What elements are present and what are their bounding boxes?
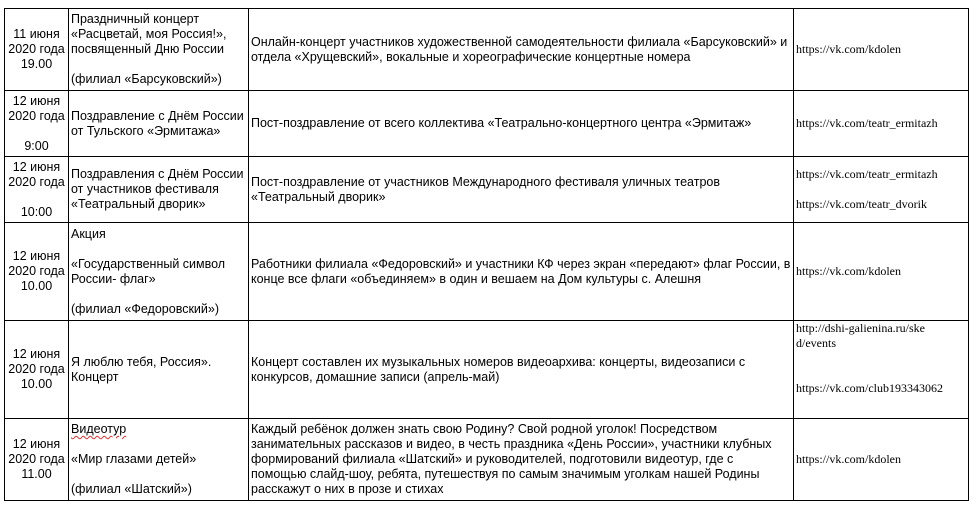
event-link[interactable]: https://vk.com/teatr_ermitazh [796,167,938,181]
description-cell [249,419,794,501]
event-title: «Мир глазами детей» [71,452,197,466]
title-cell [69,91,249,157]
events-table [4,8,969,501]
date-cell [5,223,69,321]
table-row [5,419,969,501]
title-cell [69,9,249,91]
description-cell [249,91,794,157]
date-cell [5,419,69,501]
title-cell [69,419,249,501]
event-date: 11 июня 2020 года [8,27,65,56]
event-link[interactable]: http://dshi-galienina.ru/sked/events [796,321,925,350]
event-description: Работники филиала «Федоровский» и участники КФ через экран «передают» флаг России, в конце все флаги «объединяем» в один и вешаем на Дом культуры с. Алешня [251,256,791,286]
link-cell [794,157,969,223]
table-row [5,321,969,419]
link-cell [794,223,969,321]
event-date: 12 июня 2020 года [8,437,65,466]
event-description: Пост-поздравление от всего коллектива «Театрально-концертного центра «Эрмитаж» [251,116,752,130]
event-time: 19.00 [20,57,53,71]
event-link[interactable]: https://vk.com/teatr_ermitazh [796,116,938,130]
event-date: 12 июня 2020 года [8,159,65,189]
event-time: 10.00 [20,377,53,391]
event-description: Онлайн-концерт участников художественной самодеятельности филиала «Барсуковский» и отдела «Хрущевский», вокальные и хореографические концертные номера [251,34,788,64]
event-time: 10:00 [20,204,53,219]
event-title: Акция [71,226,106,241]
event-title: Поздравление с Днём России от Тульского «Эрмитажа» [71,108,244,138]
link-cell [794,9,969,91]
event-description: Концерт составлен их музыкальных номеров видеоархива: концерты, видеозаписи с конкурсов, домашние записи (апрель-май) [251,354,746,384]
event-description: Каждый ребёнок должен знать свою Родину? Свой родной уголок! Посредством занимательных рассказов и видео, в честь праздника «День России», участники клубных формирований филиала «Шатский» и руководителей, подготовили видеотур, где с помощью слайд-шоу, ребята, путешествуя по самым значимым уголкам нашей Родины расскажут о них в прозе и стихах [251,422,772,496]
event-title: Праздничный концерт «Расцветай, моя Россия!», посвященный Дню России [71,12,227,56]
event-time: 9:00 [24,138,49,153]
event-title: Поздравления с Днём России от участников фестиваля «Театральный дворик» [71,167,244,211]
link-cell [794,419,969,501]
event-branch: (филиал «Шатский») [71,482,192,496]
description-cell [249,223,794,321]
date-cell [5,9,69,91]
title-cell [69,321,249,419]
event-branch: (филиал «Федоровский») [71,301,220,316]
description-cell [249,157,794,223]
event-link[interactable]: https://vk.com/kdolen [796,264,901,278]
event-branch: (филиал «Барсуковский») [71,72,222,86]
description-cell [249,9,794,91]
event-date: 12 июня 2020 года [8,347,65,376]
title-cell [69,223,249,321]
date-cell [5,321,69,419]
table-row [5,9,969,91]
date-cell [5,91,69,157]
link-cell [794,91,969,157]
description-cell [249,321,794,419]
event-date: 12 июня 2020 года [8,249,65,278]
title-cell [69,157,249,223]
event-title: Видеотур [71,422,127,436]
event-description: Пост-поздравление от участников Международного фестиваля уличных театров «Театральный дворик» [251,174,720,204]
table-row [5,157,969,223]
event-title: «Государственный символ России- флаг» [71,256,226,286]
event-link[interactable]: https://vk.com/kdolen [796,452,901,466]
table-row [5,91,969,157]
link-cell [794,321,969,419]
event-link[interactable]: https://vk.com/club193343062 [796,381,943,395]
date-cell [5,157,69,223]
table-row [5,223,969,321]
event-link[interactable]: https://vk.com/teatr_dvorik [796,197,927,211]
event-title: Я люблю тебя, Россия». Концерт [71,354,212,384]
event-date: 12 июня 2020 года [8,93,65,123]
event-time: 11.00 [21,467,52,481]
event-time: 10.00 [20,279,53,293]
event-link[interactable]: https://vk.com/kdolen [796,42,901,56]
